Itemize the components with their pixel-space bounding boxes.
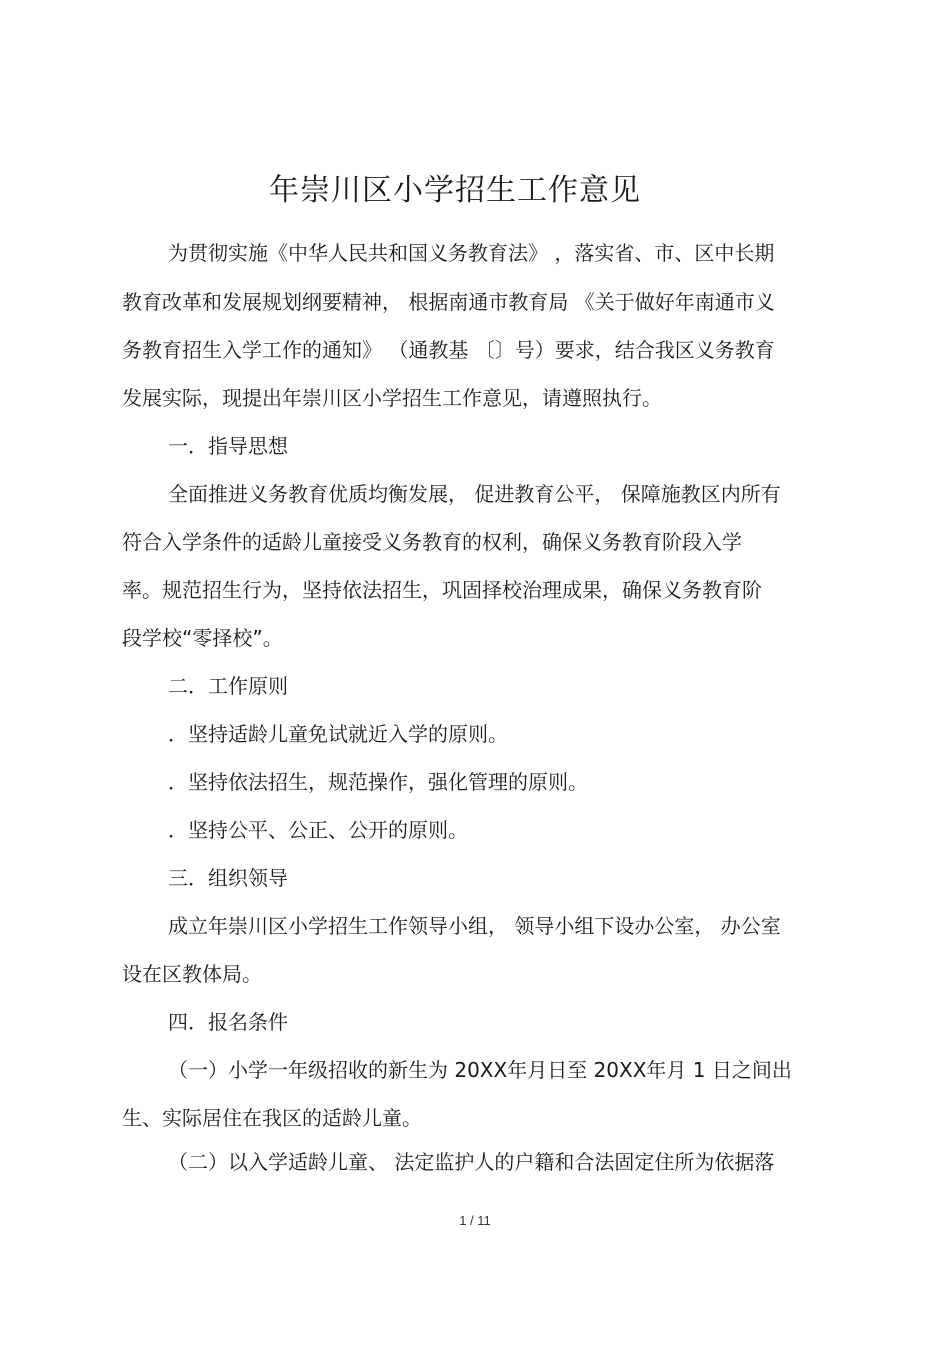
paragraph-line-16: 设在区教体局。 [122,962,262,986]
page-number: 1 / 11 [459,1213,491,1228]
list-item-principle-3: ．坚持公平、公正、公开的原则。 [168,818,468,842]
document-title: 年崇川区小学招生工作意见 [269,173,641,208]
list-item-principle-2: ．坚持依法招生，规范操作，强化管理的原则。 [168,770,588,794]
paragraph-line-20: （二）以入学适龄儿童、 法定监护人的户籍和合法固定住所为依据落 [168,1150,775,1174]
paragraph-line-3: 务教育招生入学工作的通知》 （通教基 〔〕号）要求，结合我区义务教育 [122,338,775,362]
paragraph-line-4: 发展实际，现提出年崇川区小学招生工作意见，请遵照执行。 [122,386,662,410]
paragraph-line-18: （一）小学一年级招收的新生为 20XX年月日至 20XX年月 1 日之间出 [168,1058,792,1082]
section-heading-work-principles: 二．工作原则 [168,674,288,698]
list-item-principle-1: ．坚持适龄儿童免试就近入学的原则。 [168,722,508,746]
section-heading-guiding-thought: 一．指导思想 [168,434,288,458]
paragraph-line-9: 段学校“零择校”。 [122,626,283,650]
paragraph-line-6: 全面推进义务教育优质均衡发展， 促进教育公平， 保障施教区内所有 [168,482,781,506]
paragraph-line-8: 率。规范招生行为，坚持依法招生，巩固择校治理成果，确保义务教育阶 [122,578,762,602]
paragraph-line-7: 符合入学条件的适龄儿童接受义务教育的权利，确保义务教育阶段入学 [122,530,742,554]
paragraph-line-2: 教育改革和发展规划纲要精神， 根据南通市教育局 《关于做好年南通市义 [122,290,775,314]
section-heading-organization: 三．组织领导 [168,866,288,890]
section-heading-registration: 四．报名条件 [168,1010,288,1034]
paragraph-line-1: 为贯彻实施《中华人民共和国义务教育法》 ，落实省、市、区中长期 [168,241,775,265]
paragraph-line-19: 生、实际居住在我区的适龄儿童。 [122,1106,422,1130]
paragraph-line-15: 成立年崇川区小学招生工作领导小组， 领导小组下设办公室， 办公室 [168,914,781,938]
